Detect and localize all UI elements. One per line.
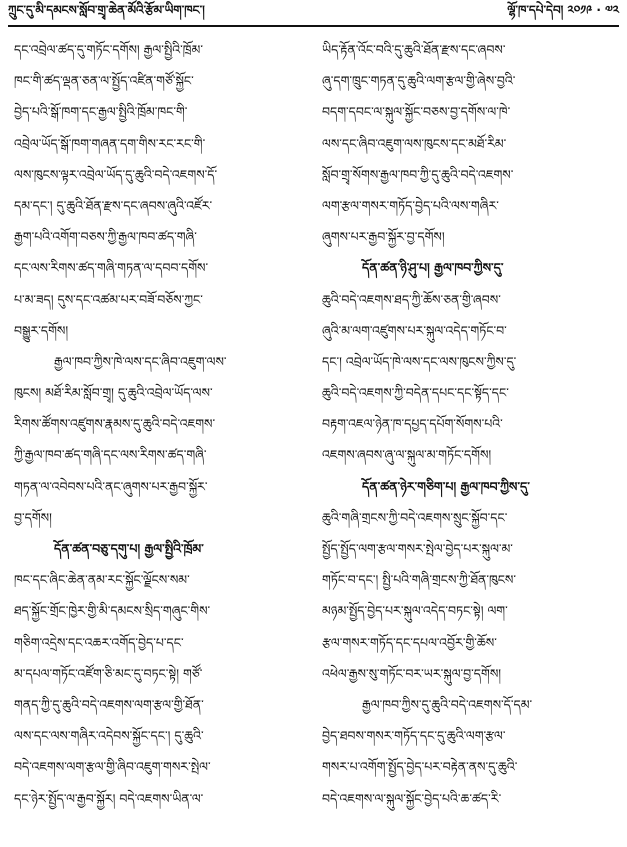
text-line: རིགས་ཚོགས་འཛུགས་རྣམས་དུ་ཆུའི་བདེ་འཇགས་ (14, 416, 216, 432)
text-line: ཆུའི་བདེ་འཇགས་ཐད་ཀྱི་ཆོས་ཅན་གྱི་ཞབས་ (322, 291, 501, 307)
text-line: ཆུའི་བདེ་འཇགས་ཀྱི་བདེན་དཔང་དང་སྟོད་དང་ (322, 385, 509, 401)
text-line: ཀྱི་རྒྱལ་ཁབ་ཚད་གཞི་དང་ལས་རིགས་ཚད་གཞི་ (14, 447, 207, 463)
text-line: སྤྱོད་སྤྱོད་ལག་རྩལ་གསར་སྤེལ་བྱེད་པར་སྐུལ་མ་ (322, 541, 513, 556)
text-line: མཉམ་སྤྱོད་བྱེད་པར་སྐུལ་འདེད་བཏང་སྟེ། ལག་ (322, 603, 508, 619)
text-line: དང་ཉེར་སྤྱོད་ལ་རྒྱབ་སྐྱོར། བདེ་འཇགས་ཡིན་ལ་ (14, 790, 204, 806)
text-line: བདེ་འཇགས་ལག་རྩལ་གྱི་ཞིབ་འཇུག་གསར་སྤེལ་ (14, 759, 211, 775)
issue-number: ལྷོ་ཁ་དཔེ་དེབ། ༢༠༡༩ · ༧༢ (507, 3, 619, 17)
text-line: རྒྱག་པའི་འགོག་བཅས་ཀྱི་རྒྱལ་ཁབ་ཚད་གཞི་ (14, 229, 197, 245)
running-title: ཀྲུང་དུ་མི་དམངས་སློབ་གྲྭ་ཆེན་མོའི་རྩོམ་ཡིག་ཁང་། (8, 3, 205, 17)
header-rule (8, 25, 619, 27)
page-header (8, 2, 619, 26)
text-line: དང་། འབྲེལ་ཡོད་ཁེ་ལས་དང་ལས་ཁུངས་ཀྱིས་དུ་ (322, 353, 517, 369)
text-line: ཞུགས་པར་རྒྱབ་སྐྱོར་བྱ་དགོས། (322, 229, 445, 245)
text-line: ཁང་གི་ཚད་ལྡན་ཅན་ལ་སྤྱོད་འཛིན་གཙོ་སྐྱོང་ (14, 73, 194, 89)
text-line: ལས་དང་ཞིབ་འཇུག་ལས་ཁུངས་དང་མཐོ་རིམ་ (322, 135, 507, 151)
text-line: རྒྱལ་ཁབ་ཀྱིས་དུ་ཆུའི་བདེ་འཇགས་དོ་དམ་ (362, 696, 533, 712)
text-line: དང་ལས་རིགས་ཚད་གཞི་གཏན་ལ་དབབ་དགོས་ (14, 260, 209, 276)
text-line: ལག་རྩལ་གསར་གཏོད་བྱེད་པའི་ལས་གཞིར་ (322, 197, 499, 213)
text-line: ལས་དང་ལས་གཞིར་འདེབས་སྐྱོང་དང་། དུ་ཆུའི་ (14, 728, 204, 744)
text-line: ཆུའི་གཞི་གྲངས་ཀྱི་བདེ་འཇགས་སྲུང་སྐྱོབ་དང་ (322, 509, 508, 525)
text-line: བསྒྱུར་དགོས། (14, 322, 69, 338)
text-line: རྒྱལ་ཁབ་ཀྱིས་ཁེ་ལས་དང་ཞིབ་འཇུག་ལས་ (54, 353, 227, 369)
right-column (322, 34, 614, 814)
text-line: པ་མ་ཟད། དུས་དང་འཚམ་པར་བཟོ་བཅོས་ཀྱང་ (14, 291, 203, 307)
text-line: ཁུངས། མཐོ་རིམ་སློབ་གྲྭ། དུ་ཆུའི་འབྲེལ་ཡོད་ལས་ (14, 385, 213, 401)
section-heading-line: དོན་ཚན་ཉི་ཤུ་པ། རྒྱལ་ཁབ་ཀྱིས་དུ་ (362, 260, 504, 276)
text-line: འཇགས་ཞབས་ཞུ་ལ་སྐུལ་མ་གཏོང་དགོས། (322, 447, 492, 463)
text-line: གནད་ཀྱི་དུ་ཆུའི་བདེ་འཇགས་ལག་རྩལ་གྱི་ཐོན་ (14, 696, 204, 712)
text-line: ལས་ཁུངས་ལྟར་འབྲེལ་ཡོད་དུ་ཆུའི་བདེ་འཇགས་དོ་ (14, 166, 218, 182)
text-line: རྩལ་གསར་གཏོད་དང་དཔལ་འབྱོར་གྱི་ཆོས་ (322, 634, 497, 650)
section-heading-line: དོན་ཚན་ཉེར་གཅིག་པ། རྒྱལ་ཁབ་ཀྱིས་དུ་ (362, 478, 530, 494)
section-heading-line: དོན་ཚན་བཅུ་དགུ་པ། རྒྱལ་སྤྱིའི་ཁྲོམ་ (54, 541, 204, 556)
text-line: བརྟག་འཇལ་ཉེན་ཁ་དཔྱད་དཔོག་སོགས་པའི་ (322, 416, 503, 432)
text-line: གསར་པ་འགོག་སྤྱོད་བྱེད་པར་བརྟེན་ནས་དུ་ཆུའི་ (322, 759, 518, 775)
text-line: མ་དཔལ་གཏོང་འཛོག་ཅི་མང་དུ་བཏང་སྟེ། གཙོ་ (14, 665, 203, 681)
text-line: དམ་དང་། དུ་ཆུའི་ཐོན་རྫས་དང་ཞབས་ཞུའི་འཛོར་ (14, 197, 213, 213)
text-line: བྱེད་པའི་སྒོ་ཁག་དང་རྒྱལ་སྤྱིའི་ཁྲོམ་ཁང་གི་ (14, 104, 188, 120)
text-line: བྱེད་ཐབས་གསར་གཏོད་དང་དུ་ཆུའི་ལག་རྩལ་ (322, 728, 506, 744)
text-line: གཏན་ལ་འབེབས་པའི་ནང་ཞུགས་པར་རྒྱབ་སྐྱོར་ (14, 478, 208, 494)
text-line: འབྲེལ་ཡོད་སྒོ་ཁག་གཞན་དག་གིས་རང་རང་གི་ (14, 135, 206, 151)
left-column (14, 34, 306, 814)
text-line: སློབ་གྲྭ་སོགས་རྒྱལ་ཁབ་ཀྱི་དུ་ཆུའི་བདེ་འཇགས་ (322, 166, 514, 182)
text-line: ཡིད་རྟོན་འོང་བའི་དུ་ཆུའི་ཐོན་རྫས་དང་ཞབས་ (322, 42, 506, 57)
text-line: ཞུའི་མ་ལག་འཛུགས་པར་སྐུལ་འདེད་གཏོང་བ་ (322, 322, 507, 338)
text-line: ཁང་དང་ཞིང་ཆེན་ནམ་རང་སྐྱོང་ལྗོངས་སམ་ (14, 572, 190, 588)
text-line: ཐད་སྐྱོང་གྲོང་ཁྱེར་གྱི་མི་དམངས་སྲིད་གཞུང་གིས་ (14, 603, 211, 619)
text-line: བདག་དབང་ལ་སྐུལ་སྐྱོང་བཅས་བྱ་དགོས་ལ་ཁེ་ (322, 104, 511, 120)
text-line: བྱ་དགོས། (14, 509, 52, 525)
text-line: བདེ་འཇགས་ལ་སྐུལ་སྐྱོང་བྱེད་པའི་ཆ་ཚད་རི་ (322, 790, 502, 806)
text-line: གཅིག་འདྲེས་དང་འཆར་འགོད་བྱེད་པ་དང་ (14, 634, 184, 650)
text-line: དང་འབྲེལ་ཚད་དུ་གཏོང་དགོས། རྒྱལ་སྤྱིའི་ཁྲོམ་ (14, 42, 203, 57)
text-line: ཞུ་དག་ཁྲུང་གཏན་དུ་ཆུའི་ལག་རྩལ་གྱི་ཞེས་བྱའི་ (322, 73, 516, 89)
text-line: འཕེལ་རྒྱས་སུ་གཏོང་བར་ཡར་སྐུལ་བྱ་དགོས། (322, 665, 502, 681)
text-line: གཏོང་བ་དང་། སྤྱི་པའི་གཞི་གྲངས་ཀྱི་ཐོན་ཁུངས་ (322, 572, 516, 588)
